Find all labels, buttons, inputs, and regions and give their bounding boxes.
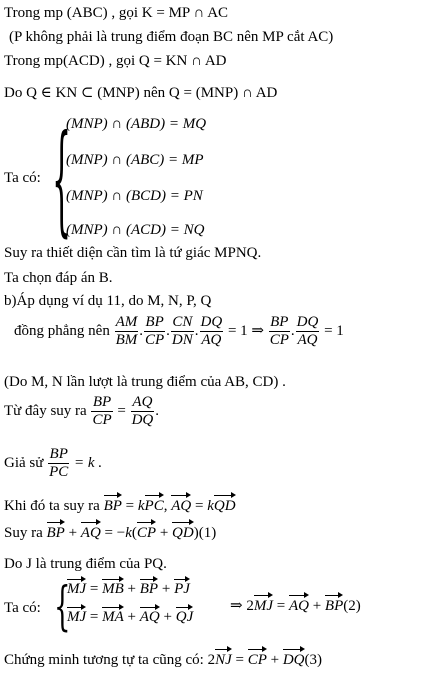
- equals-one: = 1: [324, 322, 344, 339]
- line-sum-1: Suy ra BP + AQ = −k(CP + QD)(1): [4, 525, 217, 541]
- fraction-am-bm: $\frac{AM}{BM}$: [115, 314, 138, 348]
- label-ta-co-2: Ta có:: [4, 600, 41, 616]
- system-row: MJ = MB + BP + PJ: [67, 581, 190, 597]
- assume-label: Giả sử: [4, 454, 44, 471]
- relation-label: Khi đó ta suy ra: [4, 498, 100, 514]
- line-plane-abc: Trong mp (ABC) , gọi K = MP ∩ AC: [4, 5, 229, 21]
- coplanar-prefix: đồng phẳng nên: [14, 322, 110, 339]
- deduce-label: Từ đây suy ra: [4, 402, 87, 419]
- system-brace: {: [52, 112, 72, 252]
- line-answer-b: Ta chọn đáp án B.: [4, 270, 113, 286]
- line-vector-relation: Khi đó ta suy ra BP = kPC, AQ = kQD: [4, 498, 236, 514]
- line-similar-proof: Chứng minh tương tự ta cũng có: 2NJ = CP + DQ(3): [4, 652, 323, 668]
- line-q-intersection: Do Q ∈ KN ⊂ (MNP) nên Q = (MNP) ∩ AD: [4, 85, 278, 101]
- fraction-bp-cp-3: $\frac{BP}{CP}$: [92, 394, 112, 428]
- system-vectors: [67, 581, 193, 626]
- fraction-aq-dq: $\frac{AQ}{DQ}$: [131, 394, 154, 428]
- system-brace-2: {: [54, 578, 71, 638]
- fraction-cn-dn: $\frac{CN}{DN}$: [171, 314, 193, 348]
- line-apply-example: b)Áp dụng ví dụ 11, do M, N, P, Q: [4, 293, 212, 309]
- fraction-dq-aq-2: $\frac{DQ}{AQ}$: [296, 314, 319, 348]
- system-row: (MNP) ∩ (ACD) = NQ: [66, 222, 205, 238]
- line-midpoints: (Do M, N lần lượt là trung điểm của AB, CD) .: [4, 374, 286, 390]
- line-midpoint-j: Do J là trung điểm của PQ.: [4, 556, 167, 572]
- equals-implies: = 1 ⇒: [227, 322, 264, 339]
- line-deduce: Từ đây suy ra $\frac{BP}{CP}$ = $\frac{AQ}{DQ}$ .: [4, 394, 160, 428]
- label-ta-co: Ta có:: [4, 170, 41, 186]
- line-result-2: ⇒ 2MJ = AQ + BP(2): [230, 598, 361, 614]
- fraction-dq-aq: $\frac{DQ}{AQ}$: [200, 314, 223, 348]
- fraction-bp-cp-2: $\frac{BP}{CP}$: [269, 314, 289, 348]
- system-row: (MNP) ∩ (ABD) = MQ: [66, 116, 207, 132]
- system-row: (MNP) ∩ (ABC) = MP: [66, 152, 204, 168]
- similar-label: Chứng minh tương tự ta cũng có:: [4, 652, 204, 668]
- system-row: MJ = MA + AQ + QJ: [67, 609, 194, 625]
- line-note-p: (P không phải là trung điểm đoạn BC nên MP cắt AC): [9, 29, 334, 45]
- fraction-bp-cp: $\frac{BP}{CP}$: [145, 314, 165, 348]
- line-coplanar: đồng phẳng nên $\frac{AM}{BM}$ . $\frac{BP}{CP}$ . $\frac{CN}{DN}$ . $\frac{DQ}{AQ}$ = 1 ⇒ $\frac{BP}{CP}$ . $\frac{DQ}{AQ}$ = 1: [14, 314, 344, 348]
- line-cross-section: Suy ra thiết diện cần tìm là tứ giác MPNQ.: [4, 245, 262, 261]
- sum-label: Suy ra: [4, 525, 43, 541]
- line-assume: [4, 446, 102, 481]
- line-plane-acd: Trong mp(ACD) , gọi Q = KN ∩ AD: [4, 53, 227, 69]
- fraction-bp-pc: $\frac{BP}{PC}$: [49, 446, 69, 480]
- system-row: (MNP) ∩ (BCD) = PN: [66, 188, 203, 204]
- equals-k: = k .: [74, 454, 103, 471]
- system-intersections: [66, 116, 206, 252]
